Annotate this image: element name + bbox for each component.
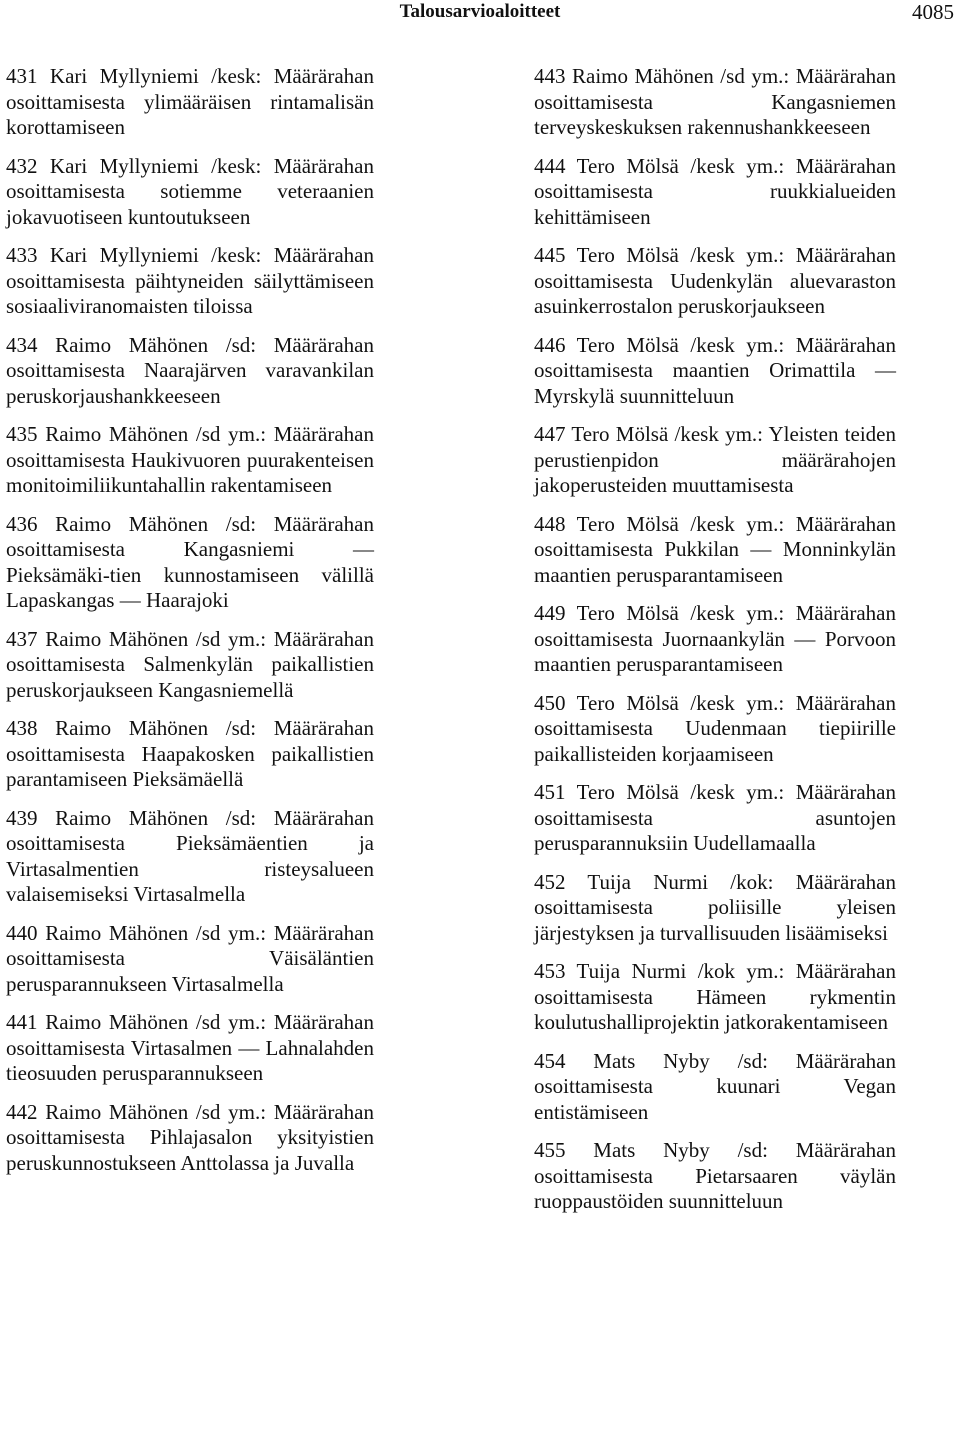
initiative-entry: 437 Raimo Mähönen /sd ym.: Määrärahan osoittamisesta Salmenkylän paikallistien peruskorjaukseen Kangasniemellä <box>6 626 374 702</box>
initiative-entry: 449 Tero Mölsä /kesk ym.: Määrärahan osoittamisesta Juornaankylän — Porvoon maantien perusparantamiseen <box>534 601 896 676</box>
initiative-entry: 446 Tero Mölsä /kesk ym.: Määrärahan osoittamisesta maantien Orimattila — Myrskylä suunnitteluun <box>534 332 896 408</box>
right-column <box>534 64 896 1228</box>
initiative-entry: 452 Tuija Nurmi /kok: Määrärahan osoittamisesta poliisille yleisen järjestyksen ja turvallisuuden lisäämiseksi <box>534 869 896 945</box>
initiative-entry: 432 Kari Myllyniemi /kesk: Määrärahan osoittamisesta sotiemme veteraanien jokavuotiseen kuntoutukseen <box>6 153 374 229</box>
initiative-entry: 443 Raimo Mähönen /sd ym.: Määrärahan osoittamisesta Kangasniemen terveyskeskuksen rakennushankkeeseen <box>534 64 896 139</box>
left-column <box>6 64 374 1189</box>
page-number: 4085 <box>912 0 954 24</box>
initiative-entry: 441 Raimo Mähönen /sd ym.: Määrärahan osoittamisesta Virtasalmen — Lahnalahden tieosuuden perusparannukseen <box>6 1010 374 1085</box>
initiative-entry: 447 Tero Mölsä /kesk ym.: Yleisten teiden perustienpidon määrärahojen jakoperusteiden muuttamisesta <box>534 422 896 497</box>
initiative-entry: 440 Raimo Mähönen /sd ym.: Määrärahan osoittamisesta Väisäläntien perusparannukseen Virtasalmella <box>6 920 374 996</box>
initiative-entry: 451 Tero Mölsä /kesk ym.: Määrärahan osoittamisesta asuntojen perusparannuksiin Uudellamaalla <box>534 780 896 855</box>
page-header <box>0 0 960 30</box>
initiative-entry: 433 Kari Myllyniemi /kesk: Määrärahan osoittamisesta päihtyneiden säilyttämiseen sosiaaliviranomaisten tiloissa <box>6 243 374 318</box>
initiative-entry: 454 Mats Nyby /sd: Määrärahan osoittamisesta kuunari Vegan entistämiseen <box>534 1048 896 1124</box>
initiative-entry: 448 Tero Mölsä /kesk ym.: Määrärahan osoittamisesta Pukkilan — Monninkylän maantien perusparantamiseen <box>534 511 896 587</box>
initiative-entry: 435 Raimo Mähönen /sd ym.: Määrärahan osoittamisesta Haukivuoren puurakenteisen monitoimiliikuntahallin rakentamiseen <box>6 422 374 497</box>
initiative-entry: 436 Raimo Mähönen /sd: Määrärahan osoittamisesta Kangasniemi — Pieksämäki-tien kunnostamiseen välillä Lapaskangas — Haarajoki <box>6 511 374 612</box>
initiative-entry: 455 Mats Nyby /sd: Määrärahan osoittamisesta Pietarsaaren väylän ruoppaustöiden suunnitteluun <box>534 1138 896 1213</box>
running-title: Talousarvioaloitteet <box>399 1 561 22</box>
initiative-entry: 453 Tuija Nurmi /kok ym.: Määrärahan osoittamisesta Hämeen rykmentin koulutushalliprojektin jatkorakentamiseen <box>534 959 896 1034</box>
initiative-entry: 439 Raimo Mähönen /sd: Määrärahan osoittamisesta Pieksämäentien ja Virtasalmentien risteysalueen valaisemiseksi Virtasalmella <box>6 805 374 906</box>
initiative-entry: 442 Raimo Mähönen /sd ym.: Määrärahan osoittamisesta Pihlajasalon yksityistien peruskunnostukseen Anttolassa ja Juvalla <box>6 1099 374 1175</box>
initiative-entry: 438 Raimo Mähönen /sd: Määrärahan osoittamisesta Haapakosken paikallistien parantamiseen Pieksämäellä <box>6 716 374 791</box>
initiative-entry: 450 Tero Mölsä /kesk ym.: Määrärahan osoittamisesta Uudenmaan tiepiirille paikallisteiden korjaamiseen <box>534 690 896 766</box>
initiative-entry: 431 Kari Myllyniemi /kesk: Määrärahan osoittamisesta ylimääräisen rintamalisän korottamiseen <box>6 64 374 139</box>
initiative-entry: 434 Raimo Mähönen /sd: Määrärahan osoittamisesta Naarajärven varavankilan peruskorjaushankkeeseen <box>6 332 374 408</box>
initiative-entry: 445 Tero Mölsä /kesk ym.: Määrärahan osoittamisesta Uudenkylän aluevaraston asuinkerrostalon peruskorjaukseen <box>534 243 896 318</box>
initiative-entry: 444 Tero Mölsä /kesk ym.: Määrärahan osoittamisesta ruukkialueiden kehittämiseen <box>534 153 896 229</box>
